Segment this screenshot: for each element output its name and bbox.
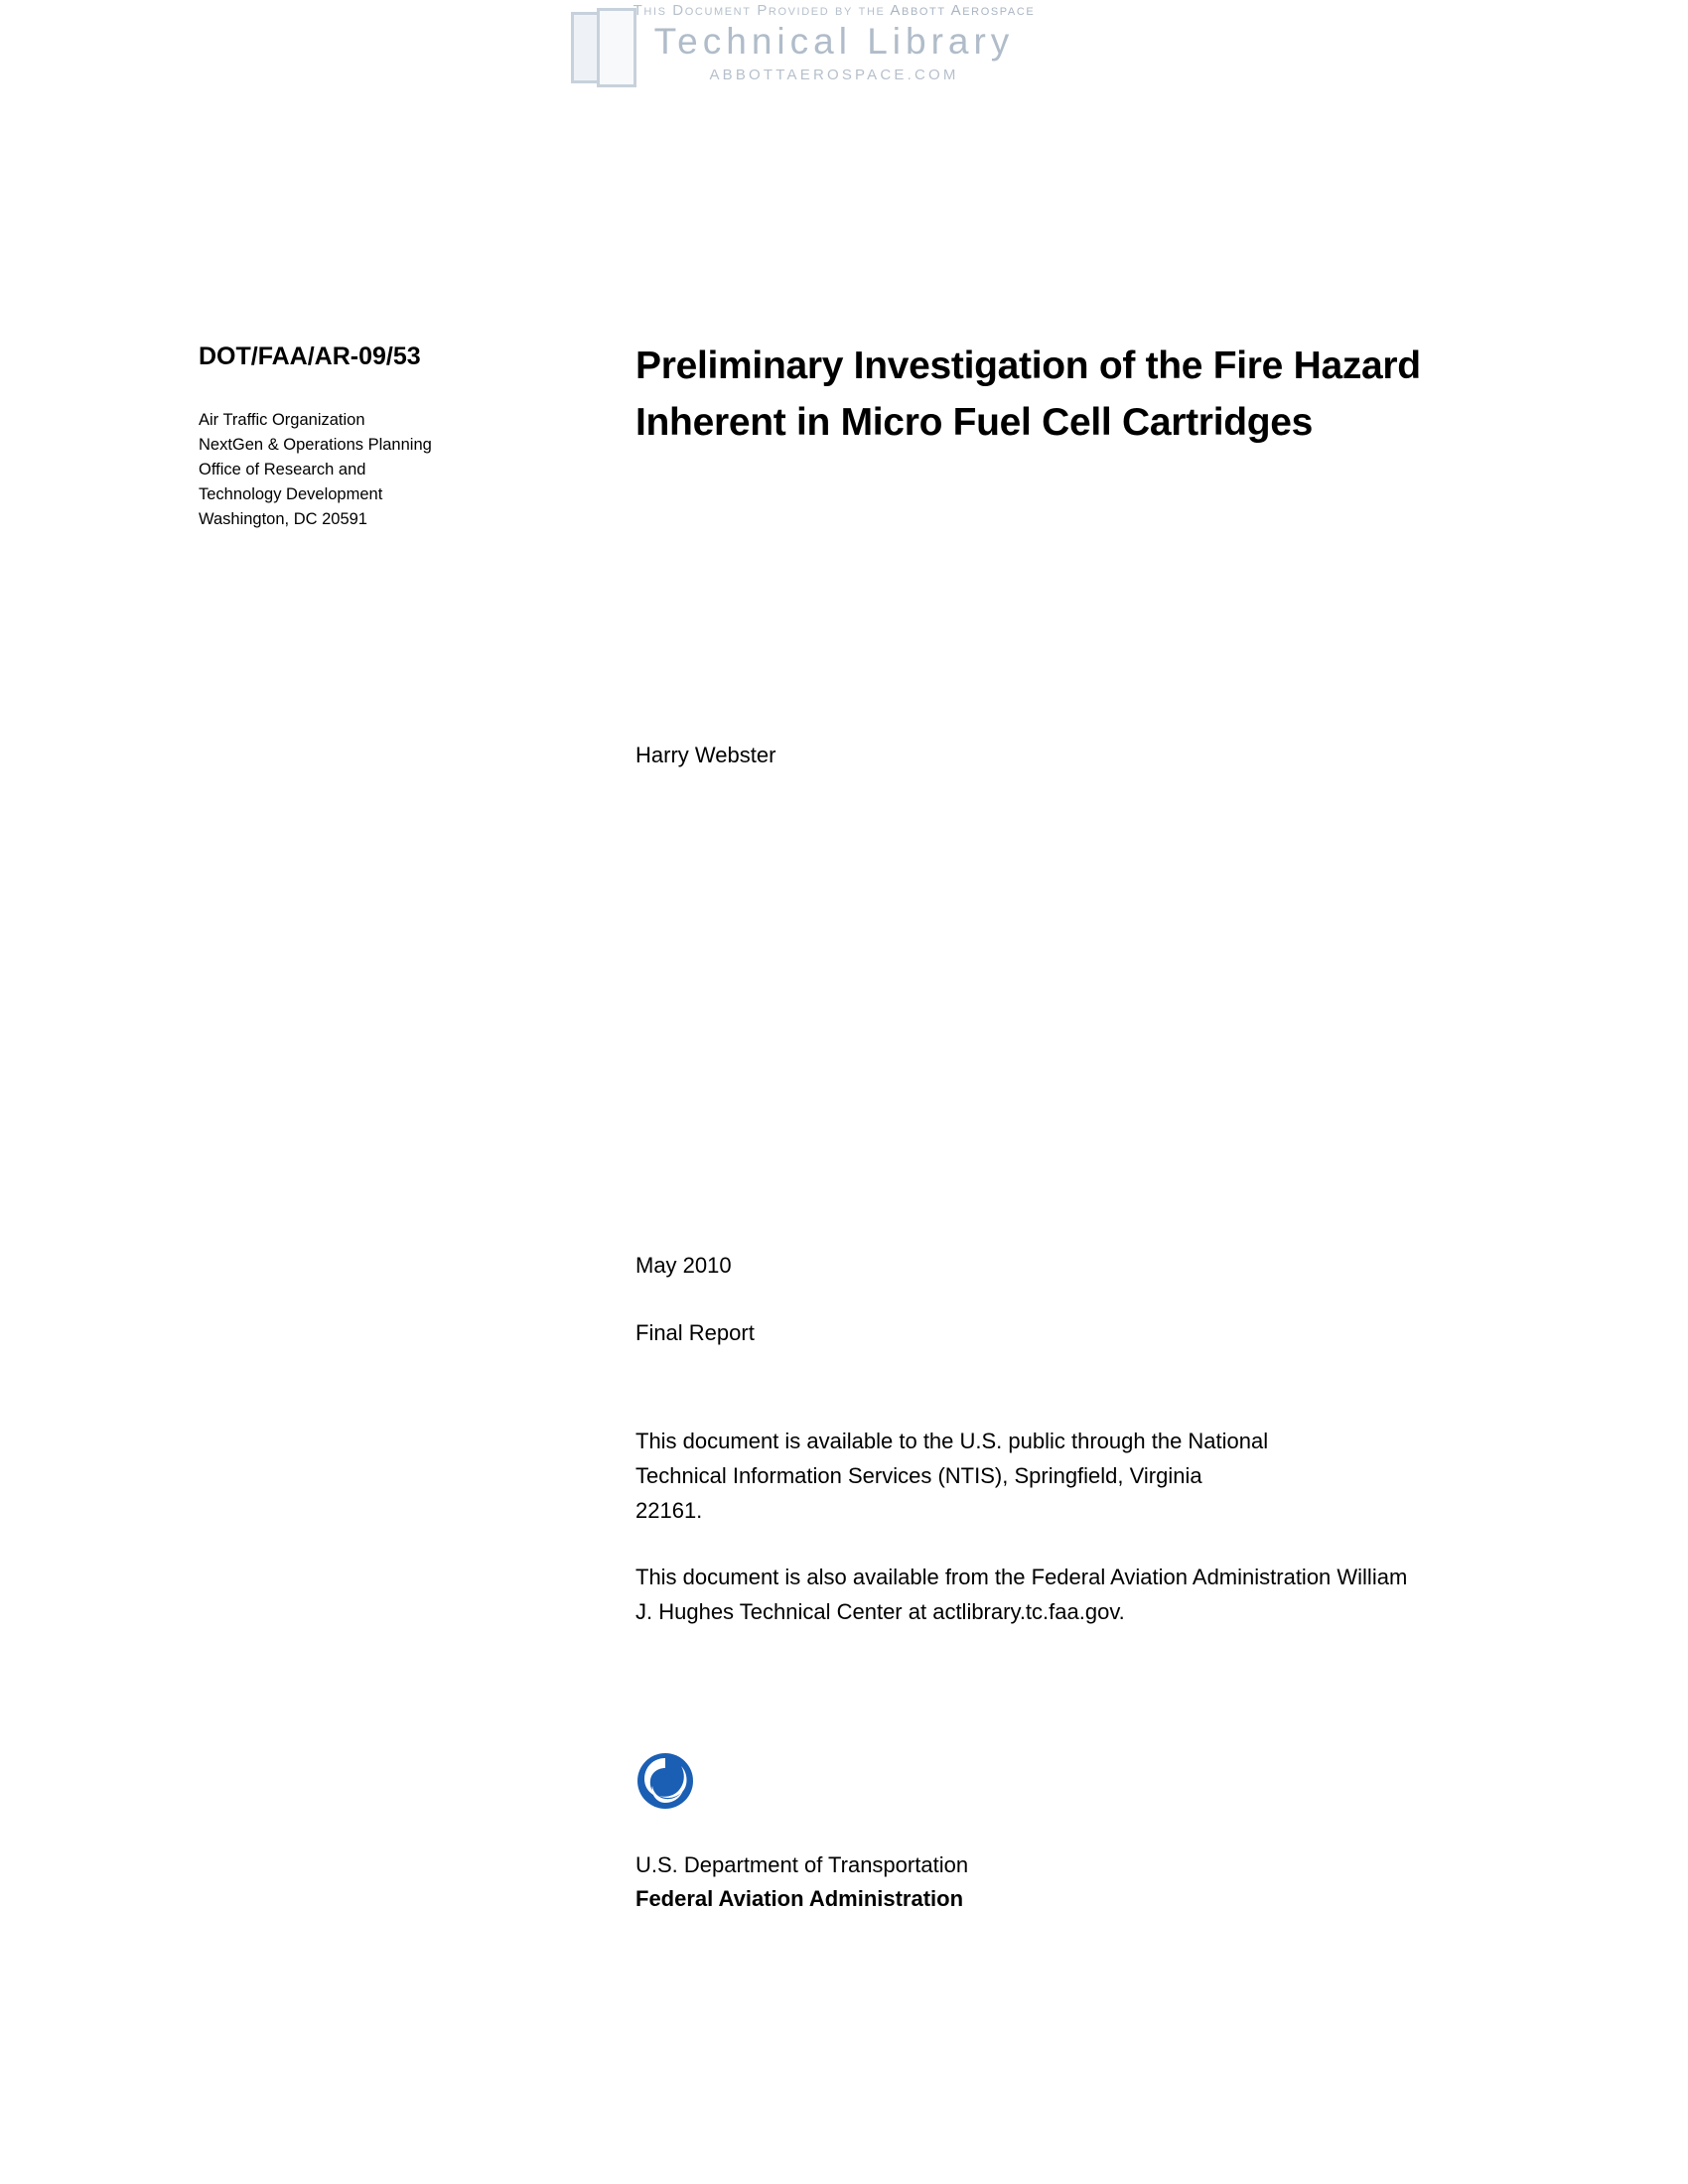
org-line: NextGen & Operations Planning bbox=[199, 436, 432, 454]
watermark-url: ABBOTTAEROSPACE.COM bbox=[709, 67, 959, 83]
org-line: Washington, DC 20591 bbox=[199, 510, 367, 528]
watermark-provided-by: This Document Provided by the bbox=[633, 2, 886, 19]
report-type: Final Report bbox=[635, 1320, 755, 1345]
publisher-block bbox=[635, 1848, 968, 1916]
org-line: Technology Development bbox=[199, 485, 383, 503]
watermark-title: Technical Library bbox=[653, 21, 1015, 62]
document-title: Preliminary Investigation of the Fire Hazard Inherent in Micro Fuel Cell Cartridges bbox=[635, 344, 1421, 444]
cover-left-column bbox=[199, 342, 526, 532]
department-name: U.S. Department of Transportation bbox=[635, 1852, 969, 1877]
org-line: Office of Research and bbox=[199, 461, 366, 478]
author-name: Harry Webster bbox=[635, 743, 776, 767]
agency-name: Federal Aviation Administration bbox=[635, 1886, 964, 1911]
publication-date: May 2010 bbox=[635, 1253, 732, 1278]
dot-triskelion-seal-icon bbox=[636, 1752, 694, 1810]
org-line: Air Traffic Organization bbox=[199, 411, 365, 429]
report-number: DOT/FAA/AR-09/53 bbox=[199, 342, 421, 370]
watermark-brand: Abbott Aerospace bbox=[890, 2, 1036, 19]
availability-statement-faa: This document is also available from the Federal Aviation Administration William J. Hughes Technical Center at actlibrary.tc.faa.gov. bbox=[635, 1565, 1408, 1624]
issuing-organization bbox=[199, 408, 526, 532]
cover-right-column bbox=[635, 338, 1529, 451]
watermark-line-1 bbox=[556, 2, 1112, 19]
abbott-aerospace-watermark bbox=[0, 0, 1688, 109]
availability-statement-ntis: This document is available to the U.S. public through the National Technical Information Services (NTIS), Springfield, Virginia 22161. bbox=[635, 1429, 1269, 1523]
